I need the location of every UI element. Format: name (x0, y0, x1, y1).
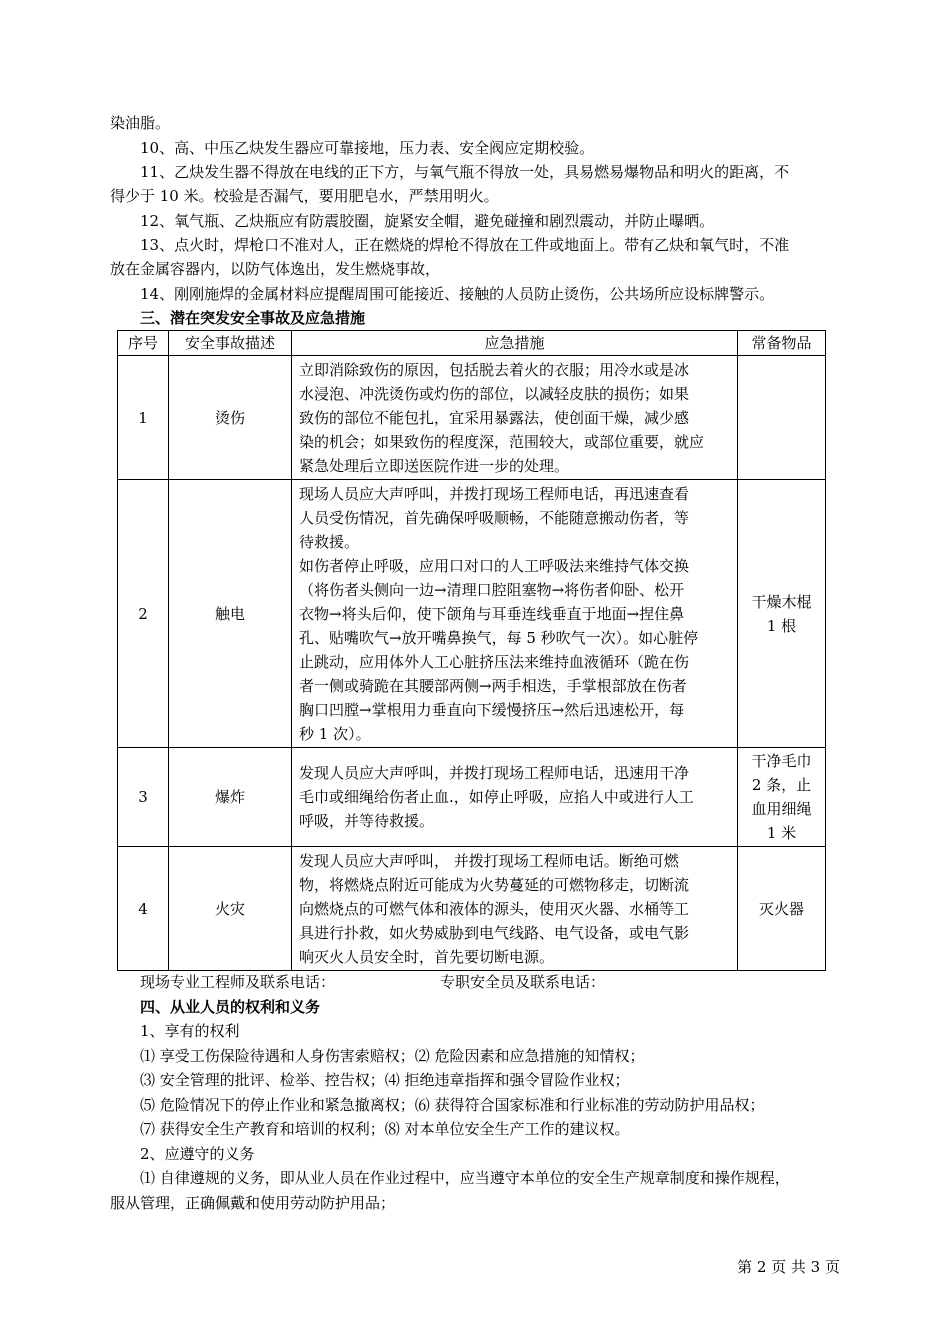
row-measures (292, 847, 738, 971)
emergency-measures-table (117, 330, 826, 971)
table-row (118, 748, 826, 847)
row-description: 触电 (169, 480, 292, 748)
measure-line: 发现人员应大声呼叫， 并拨打现场工程师电话。断绝可燃 (299, 851, 679, 870)
rights-line: ⑺ 获得安全生产教育和培训的权利；⑻ 对本单位安全生产工作的建议权。 (140, 1120, 630, 1138)
rights-line: ⑸ 危险情况下的停止作业和紧急撤离权；⑹ 获得符合国家标准和行业标准的劳动防护用品权； (140, 1096, 765, 1114)
measure-line: 秒 1 次）。 (299, 724, 371, 743)
measure-line: 待救援。 (299, 532, 360, 551)
intro-line: 10、高、中压乙炔发生器应可靠接地，压力表、安全阀应定期校验。 (140, 139, 595, 157)
measure-line: 止跳动，应用体外人工心脏挤压法来维持血液循环（跪在伤 (299, 652, 690, 671)
supply-line: 血用细绳 (751, 800, 812, 818)
section-3-title: 三、潜在突发安全事故及应急措施 (140, 309, 366, 327)
row-supplies (738, 748, 826, 847)
supply-line: 灭火器 (758, 899, 804, 918)
measure-line: 者一侧或骑跪在其腰部两侧→两手相迭，手掌根部放在伤者 (299, 676, 687, 695)
measure-line: 衣物→将头后仰，使下颌角与耳垂连线垂直于地面→捏住鼻 (299, 604, 685, 623)
section-4-title: 四、从业人员的权利和义务 (140, 998, 321, 1016)
intro-line: 11、乙炔发生器不得放在电线的正下方，与氧气瓶不得放一处，具易燃易爆物品和明火的距离，不 (140, 163, 790, 181)
measure-line: 胸口凹膛→掌根用力垂直向下缓慢挤压→然后迅速松开，每 (299, 700, 685, 719)
measure-line: 呼吸，并等待救援。 (299, 812, 435, 830)
rights-line: ⑶ 安全管理的批评、检举、控告权；⑷ 拒绝违章指挥和强令冒险作业权； (140, 1071, 630, 1089)
header-supplies: 常备物品 (738, 331, 826, 356)
rights-line: ⑴ 享受工伤保险待遇和人身伤害索赔权；⑵ 危险因素和应急措施的知情权； (140, 1047, 645, 1065)
table-header-row (118, 331, 826, 356)
table-row (118, 356, 826, 480)
page-number: 第 2 页 共 3 页 (737, 1258, 840, 1276)
supply-line: 2 条，止 (751, 776, 812, 794)
table-row (118, 480, 826, 748)
engineer-contact-label: 现场专业工程师及联系电话： (140, 973, 336, 991)
row-no: 3 (118, 748, 169, 847)
header-no: 序号 (118, 331, 169, 356)
measure-line: 立即消除致伤的原因，包括脱去着火的衣服；用冷水或是冰 (299, 360, 690, 379)
measure-line: 响灭火人员安全时，首先要切断电源。 (299, 947, 555, 966)
row-no: 1 (118, 356, 169, 480)
measure-line: 染的机会；如果致伤的程度深，范围较大，或部位重要，就应 (299, 432, 705, 451)
measure-line: 现场人员应大声呼叫，并拨打现场工程师电话，再迅速查看 (299, 484, 690, 503)
row-description: 爆炸 (169, 748, 292, 847)
duties-line: 服从管理，正确佩戴和使用劳动防护用品； (110, 1194, 396, 1212)
measure-line: 致伤的部位不能包扎，宜采用暴露法，使创面干燥，减少感 (299, 408, 690, 427)
table-row (118, 847, 826, 971)
measure-line: 发现人员应大声呼叫，并拨打现场工程师电话，迅速用干净 (299, 764, 690, 782)
duties-line: ⑴ 自律遵规的义务，即从业人员在作业过程中，应当遵守本单位的安全生产规章制度和操作规程， (140, 1169, 790, 1187)
rights-title: 1、享有的权利 (140, 1022, 240, 1040)
measure-line: 孔、贴嘴吹气→放开嘴鼻换气，每 5 秒吹气一次）。如心脏停 (299, 628, 699, 647)
measure-line: 向燃烧点的可燃气体和液体的源头，使用灭火器、水桶等工 (299, 899, 690, 918)
measure-line: 毛巾或细绳给伤者止血.，如停止呼吸，应掐人中或进行人工 (299, 788, 694, 806)
intro-line: 12、氧气瓶、乙炔瓶应有防震胶圈，旋紧安全帽，避免碰撞和剧烈震动，并防止曝晒。 (140, 212, 715, 230)
measure-line: 水浸泡、冲洗烫伤或灼伤的部位，以减轻皮肤的损伤；如果 (299, 384, 690, 403)
supply-line: 1 根 (766, 616, 797, 635)
row-measures (292, 356, 738, 480)
measure-line: 具进行扑救，如火势威胁到电气线路、电气设备，或电气影 (299, 923, 690, 942)
measure-line: 物，将燃烧点附近可能成为火势蔓延的可燃物移走，切断流 (299, 875, 690, 894)
supply-line: 干净毛巾 (751, 752, 812, 770)
row-description: 火灾 (169, 847, 292, 971)
header-measures: 应急措施 (292, 331, 738, 356)
supply-line: 1 米 (766, 824, 797, 842)
row-supplies (738, 480, 826, 748)
row-description: 烫伤 (169, 356, 292, 480)
measure-line: 如伤者停止呼吸，应用口对口的人工呼吸法来维持气体交换 (299, 556, 690, 575)
duties-title: 2、应遵守的义务 (140, 1145, 255, 1163)
row-supplies (738, 356, 826, 480)
supply-line: 干燥木棍 (751, 592, 812, 611)
safety-officer-contact-label: 专职安全员及联系电话： (440, 973, 606, 991)
row-no: 4 (118, 847, 169, 971)
header-description: 安全事故描述 (169, 331, 292, 356)
row-measures (292, 480, 738, 748)
intro-line: 得少于 10 米。校验是否漏气，要用肥皂水，严禁用明火。 (110, 187, 499, 205)
intro-line: 13、点火时，焊枪口不准对人，正在燃烧的焊枪不得放在工件或地面上。带有乙炔和氧气时，不准 (140, 236, 790, 254)
row-measures (292, 748, 738, 847)
intro-line: 放在金属容器内，以防气体逸出，发生燃烧事故， (110, 260, 441, 278)
measure-line: 人员受伤情况，首先确保呼吸顺畅，不能随意搬动伤者，等 (299, 508, 690, 527)
intro-line: 14、刚刚施焊的金属材料应提醒周围可能接近、接触的人员防止烫伤，公共场所应设标牌警示。 (140, 285, 775, 303)
measure-line: （将伤者头侧向一边→清理口腔阻塞物→将伤者仰卧、松开 (299, 580, 685, 599)
row-supplies (738, 847, 826, 971)
measure-line: 紧急处理后立即送医院作进一步的处理。 (299, 456, 570, 475)
intro-line: 染油脂。 (110, 114, 171, 132)
row-no: 2 (118, 480, 169, 748)
